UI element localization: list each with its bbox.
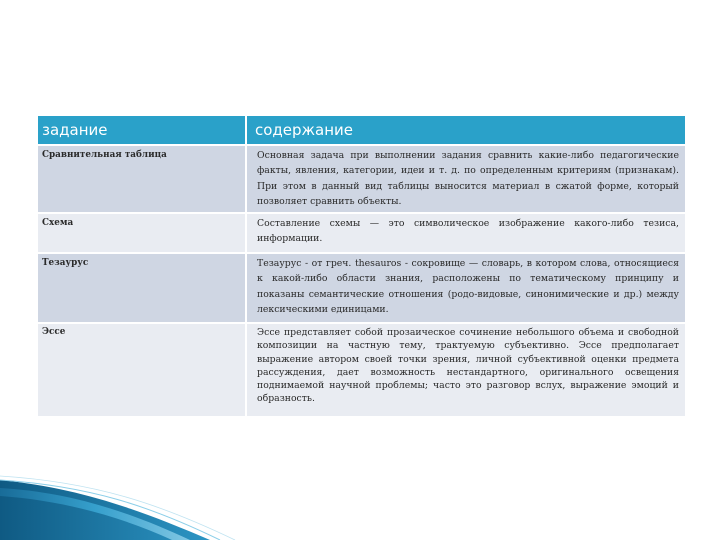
table-row [38, 146, 685, 214]
assignment-table [38, 116, 685, 418]
table-row [38, 324, 685, 418]
header-content: содержание [245, 116, 685, 146]
table-header-row [38, 116, 685, 146]
row-task: Схема [38, 214, 245, 254]
row-task: Тезаурус [38, 254, 245, 324]
table-row [38, 214, 685, 254]
row-content: Тезаурус - от греч. thesauros - сокровище — словарь, в котором слова, относящиеся к какой-либо области знания, расположены по тематическому принципу и показаны семантические отношения (родо-видовые, синонимические и др.) между лексическими единицами. [245, 254, 685, 324]
row-content: Эссе представляет собой прозаическое сочинение небольшого объема и свободной композиции на частную тему, трактуемую субъективно. Эссе предполагает выражение автором своей точки зрения, личной субъективной оценки предмета рассуждения, дает возможность нестандартного, оригинального освещения поднимаемой научной проблемы; часто это разговор вслух, выражение эмоций и образность. [245, 324, 685, 418]
decorative-wave [0, 430, 720, 540]
row-task: Сравнительная таблица [38, 146, 245, 214]
table-row [38, 254, 685, 324]
header-task: задание [38, 116, 245, 146]
row-task: Эссе [38, 324, 245, 418]
row-content: Составление схемы — это символическое изображение какого-либо тезиса, информации. [245, 214, 685, 254]
row-content: Основная задача при выполнении задания сравнить какие-либо педагогические факты, явления, категории, идеи и т. д. по определенным критериям (признакам). При этом в данный вид таблицы выносится материал в сжатой форме, который позволяет сравнить объекты. [245, 146, 685, 214]
